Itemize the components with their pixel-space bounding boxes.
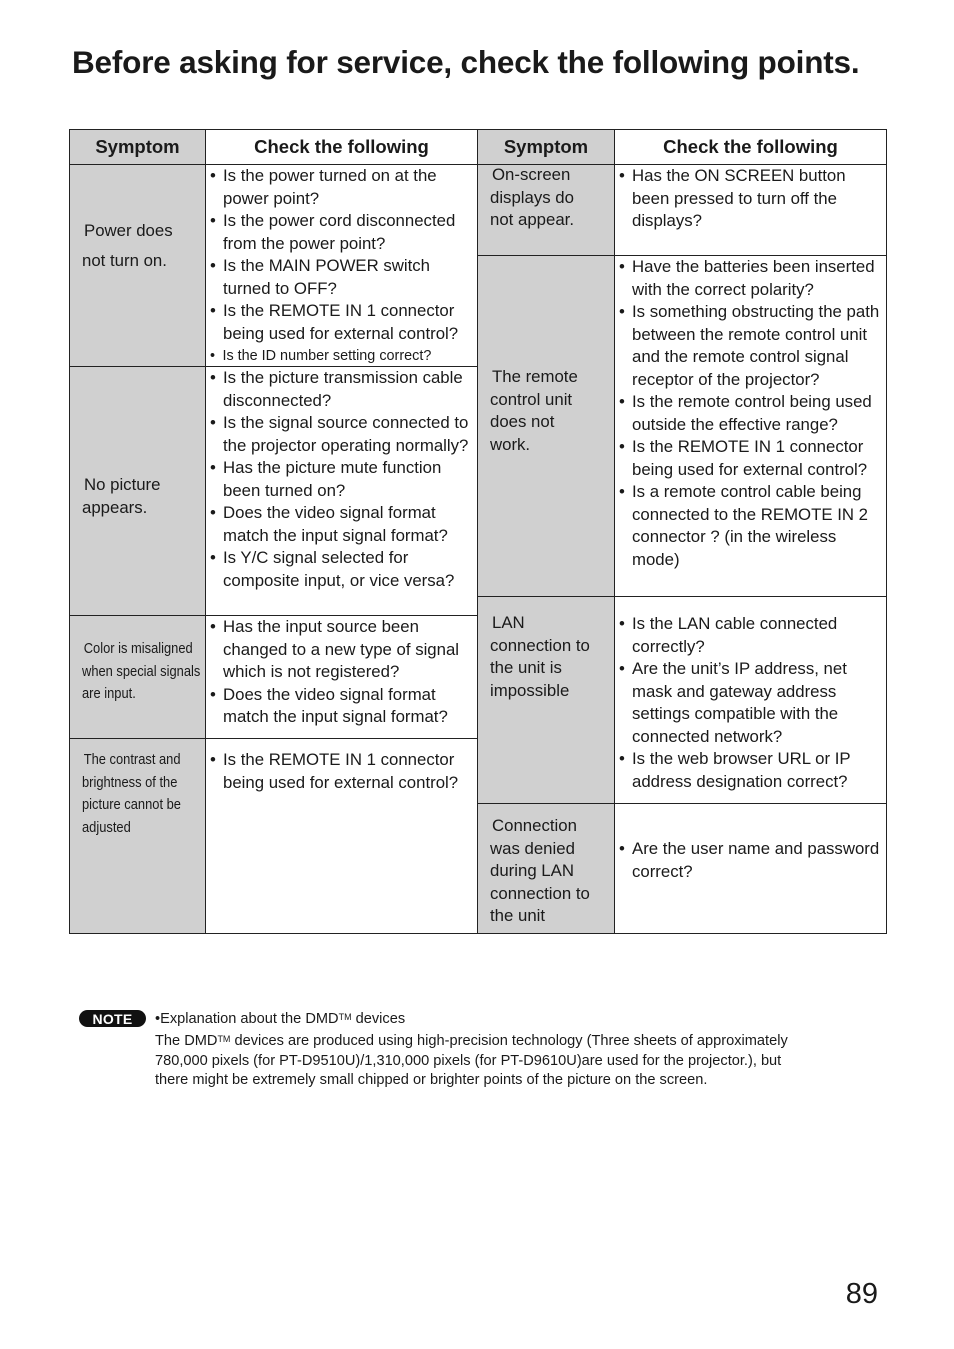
check-item: • Is the web browser URL or IP address designation correct? (618, 748, 884, 793)
symptom-line: not appear. (490, 210, 574, 229)
symptom-line: control unit (490, 389, 573, 409)
check-list (618, 256, 884, 571)
check-item: • Has the ON SCREEN button been pressed to turn off the displays? (618, 165, 884, 233)
check-item: • Does the video signal format match the input signal format? (209, 502, 475, 547)
symptom-line: Color is misaligned (83, 640, 193, 657)
check-item: • Have the batteries been inserted with the correct polarity? (618, 256, 884, 301)
symptom-text (82, 749, 181, 839)
check-item: • Has the picture mute function been turned on? (209, 457, 475, 502)
header-symptom-right: Symptom (477, 129, 615, 165)
trademark-mark: TM (217, 1033, 231, 1044)
check-item: • Is the ID number setting correct? (209, 345, 464, 368)
symptom-text (82, 220, 173, 272)
symptom-cell-power (69, 164, 206, 367)
check-item: • Is the picture transmission cable disconnected? (209, 367, 475, 412)
symptom-cell-no-picture (69, 366, 206, 616)
check-list (209, 367, 475, 592)
symptom-line: not turn on. (82, 250, 167, 270)
symptom-line: LAN (492, 613, 525, 632)
check-item: • Are the unit’s IP address, net mask and gateway address settings compatible with the connected network? (618, 658, 884, 748)
check-cell-power (205, 164, 478, 367)
symptom-line: work. (490, 434, 531, 454)
symptom-line: connection to (490, 635, 590, 655)
check-item: • Is the remote control being used outside the effective range? (618, 391, 884, 436)
symptom-line: No picture (84, 475, 161, 494)
check-cell-connection-denied (614, 803, 887, 934)
symptom-line: picture cannot be (82, 796, 181, 813)
check-item: • Is a remote control cable being connected to the REMOTE IN 2 connector ? (in the wireless mode) (618, 481, 884, 571)
symptom-line: does not (490, 412, 555, 431)
symptom-line: On-screen (492, 165, 571, 184)
check-item: • Is the REMOTE IN 1 connector being used for external control? (209, 749, 475, 794)
symptom-text (490, 815, 590, 928)
check-item: • Is the MAIN POWER switch turned to OFF? (209, 255, 475, 300)
symptom-text (490, 366, 578, 456)
symptom-text (490, 164, 574, 232)
check-list (209, 749, 475, 794)
check-cell-no-picture (205, 366, 478, 616)
header-check-right: Check the following (614, 129, 887, 165)
page-title: Before asking for service, check the following points. (72, 44, 860, 80)
check-item: • Is the signal source connected to the projector operating normally? (209, 412, 475, 457)
note-heading-suffix: devices (351, 1011, 406, 1027)
symptom-cell-on-screen (477, 164, 615, 256)
check-cell-lan (614, 596, 887, 804)
check-item: • Is the LAN cable connected correctly? (618, 613, 884, 658)
symptom-cell-color-misaligned (69, 615, 206, 739)
trademark-mark: TM (338, 1012, 352, 1022)
note-line (155, 1030, 875, 1052)
check-item: • Is the power cord disconnected from the power point? (209, 210, 475, 255)
symptom-line: connection to (490, 883, 590, 903)
check-item: • Is the REMOTE IN 1 connector being used for external control? (618, 436, 884, 481)
symptom-cell-lan (477, 596, 615, 804)
note-badge: NOTE (79, 1010, 146, 1027)
note-heading (155, 1008, 875, 1030)
symptom-line: when special signals (82, 662, 201, 680)
symptom-line: impossible (490, 680, 570, 700)
symptom-line: during LAN (490, 861, 574, 880)
check-cell-contrast (205, 738, 478, 934)
symptom-line: was denied (490, 838, 575, 858)
symptom-cell-remote (477, 255, 615, 597)
note-text (155, 1008, 875, 1091)
check-cell-color-misaligned (205, 615, 478, 739)
symptom-line: the unit (490, 906, 546, 925)
check-list (209, 165, 475, 368)
check-list (209, 616, 475, 729)
symptom-line: adjusted (82, 818, 131, 836)
note-heading-prefix: •Explanation about the DMD (155, 1011, 339, 1027)
check-item: • Is Y/C signal selected for composite input, or vice versa? (209, 547, 475, 592)
check-item: • Has the input source been changed to a new type of signal which is not registered? (209, 616, 475, 684)
check-list (618, 165, 884, 233)
symptom-line: Power does (84, 221, 173, 240)
symptom-text (490, 612, 590, 702)
symptom-line: brightness of the (82, 773, 178, 791)
check-list (618, 613, 884, 793)
note-line1-prefix: The DMD (155, 1032, 218, 1049)
header-symptom-left: Symptom (69, 129, 206, 165)
check-cell-on-screen (614, 164, 887, 256)
note-line1-suffix: devices are produced using high-precision technology (Three sheets of approximately (230, 1032, 788, 1049)
symptom-line: The remote (492, 367, 578, 386)
symptom-text (82, 474, 160, 519)
symptom-line: The contrast and (83, 751, 181, 768)
page-number: 89 (845, 1278, 878, 1310)
symptom-line: appears. (82, 497, 148, 517)
note-line: 780,000 pixels (for PT-D9510U)/1,310,000 pixels (for PT-D9610U)are used for the projector.), but (155, 1052, 782, 1069)
check-cell-remote (614, 255, 887, 597)
symptom-line: the unit is (490, 658, 562, 677)
check-item: • Does the video signal format match the input signal format? (209, 684, 475, 729)
check-list (618, 838, 884, 883)
symptom-line: are input. (82, 685, 136, 702)
check-item: • Are the user name and password correct? (618, 838, 884, 883)
symptom-line: Connection (492, 816, 577, 835)
note-line: there might be extremely small chipped or brighter points of the picture on the screen. (155, 1072, 708, 1089)
symptom-line: displays do (490, 187, 574, 207)
check-item: • Is something obstructing the path between the remote control unit and the remote control signal receptor of the projector? (618, 301, 884, 391)
check-item: • Is the power turned on at the power point? (209, 165, 475, 210)
symptom-cell-contrast (69, 738, 206, 934)
header-check-left: Check the following (205, 129, 478, 165)
check-item: • Is the REMOTE IN 1 connector being used for external control? (209, 300, 475, 345)
symptom-cell-connection-denied (477, 803, 615, 934)
symptom-text (82, 638, 200, 706)
